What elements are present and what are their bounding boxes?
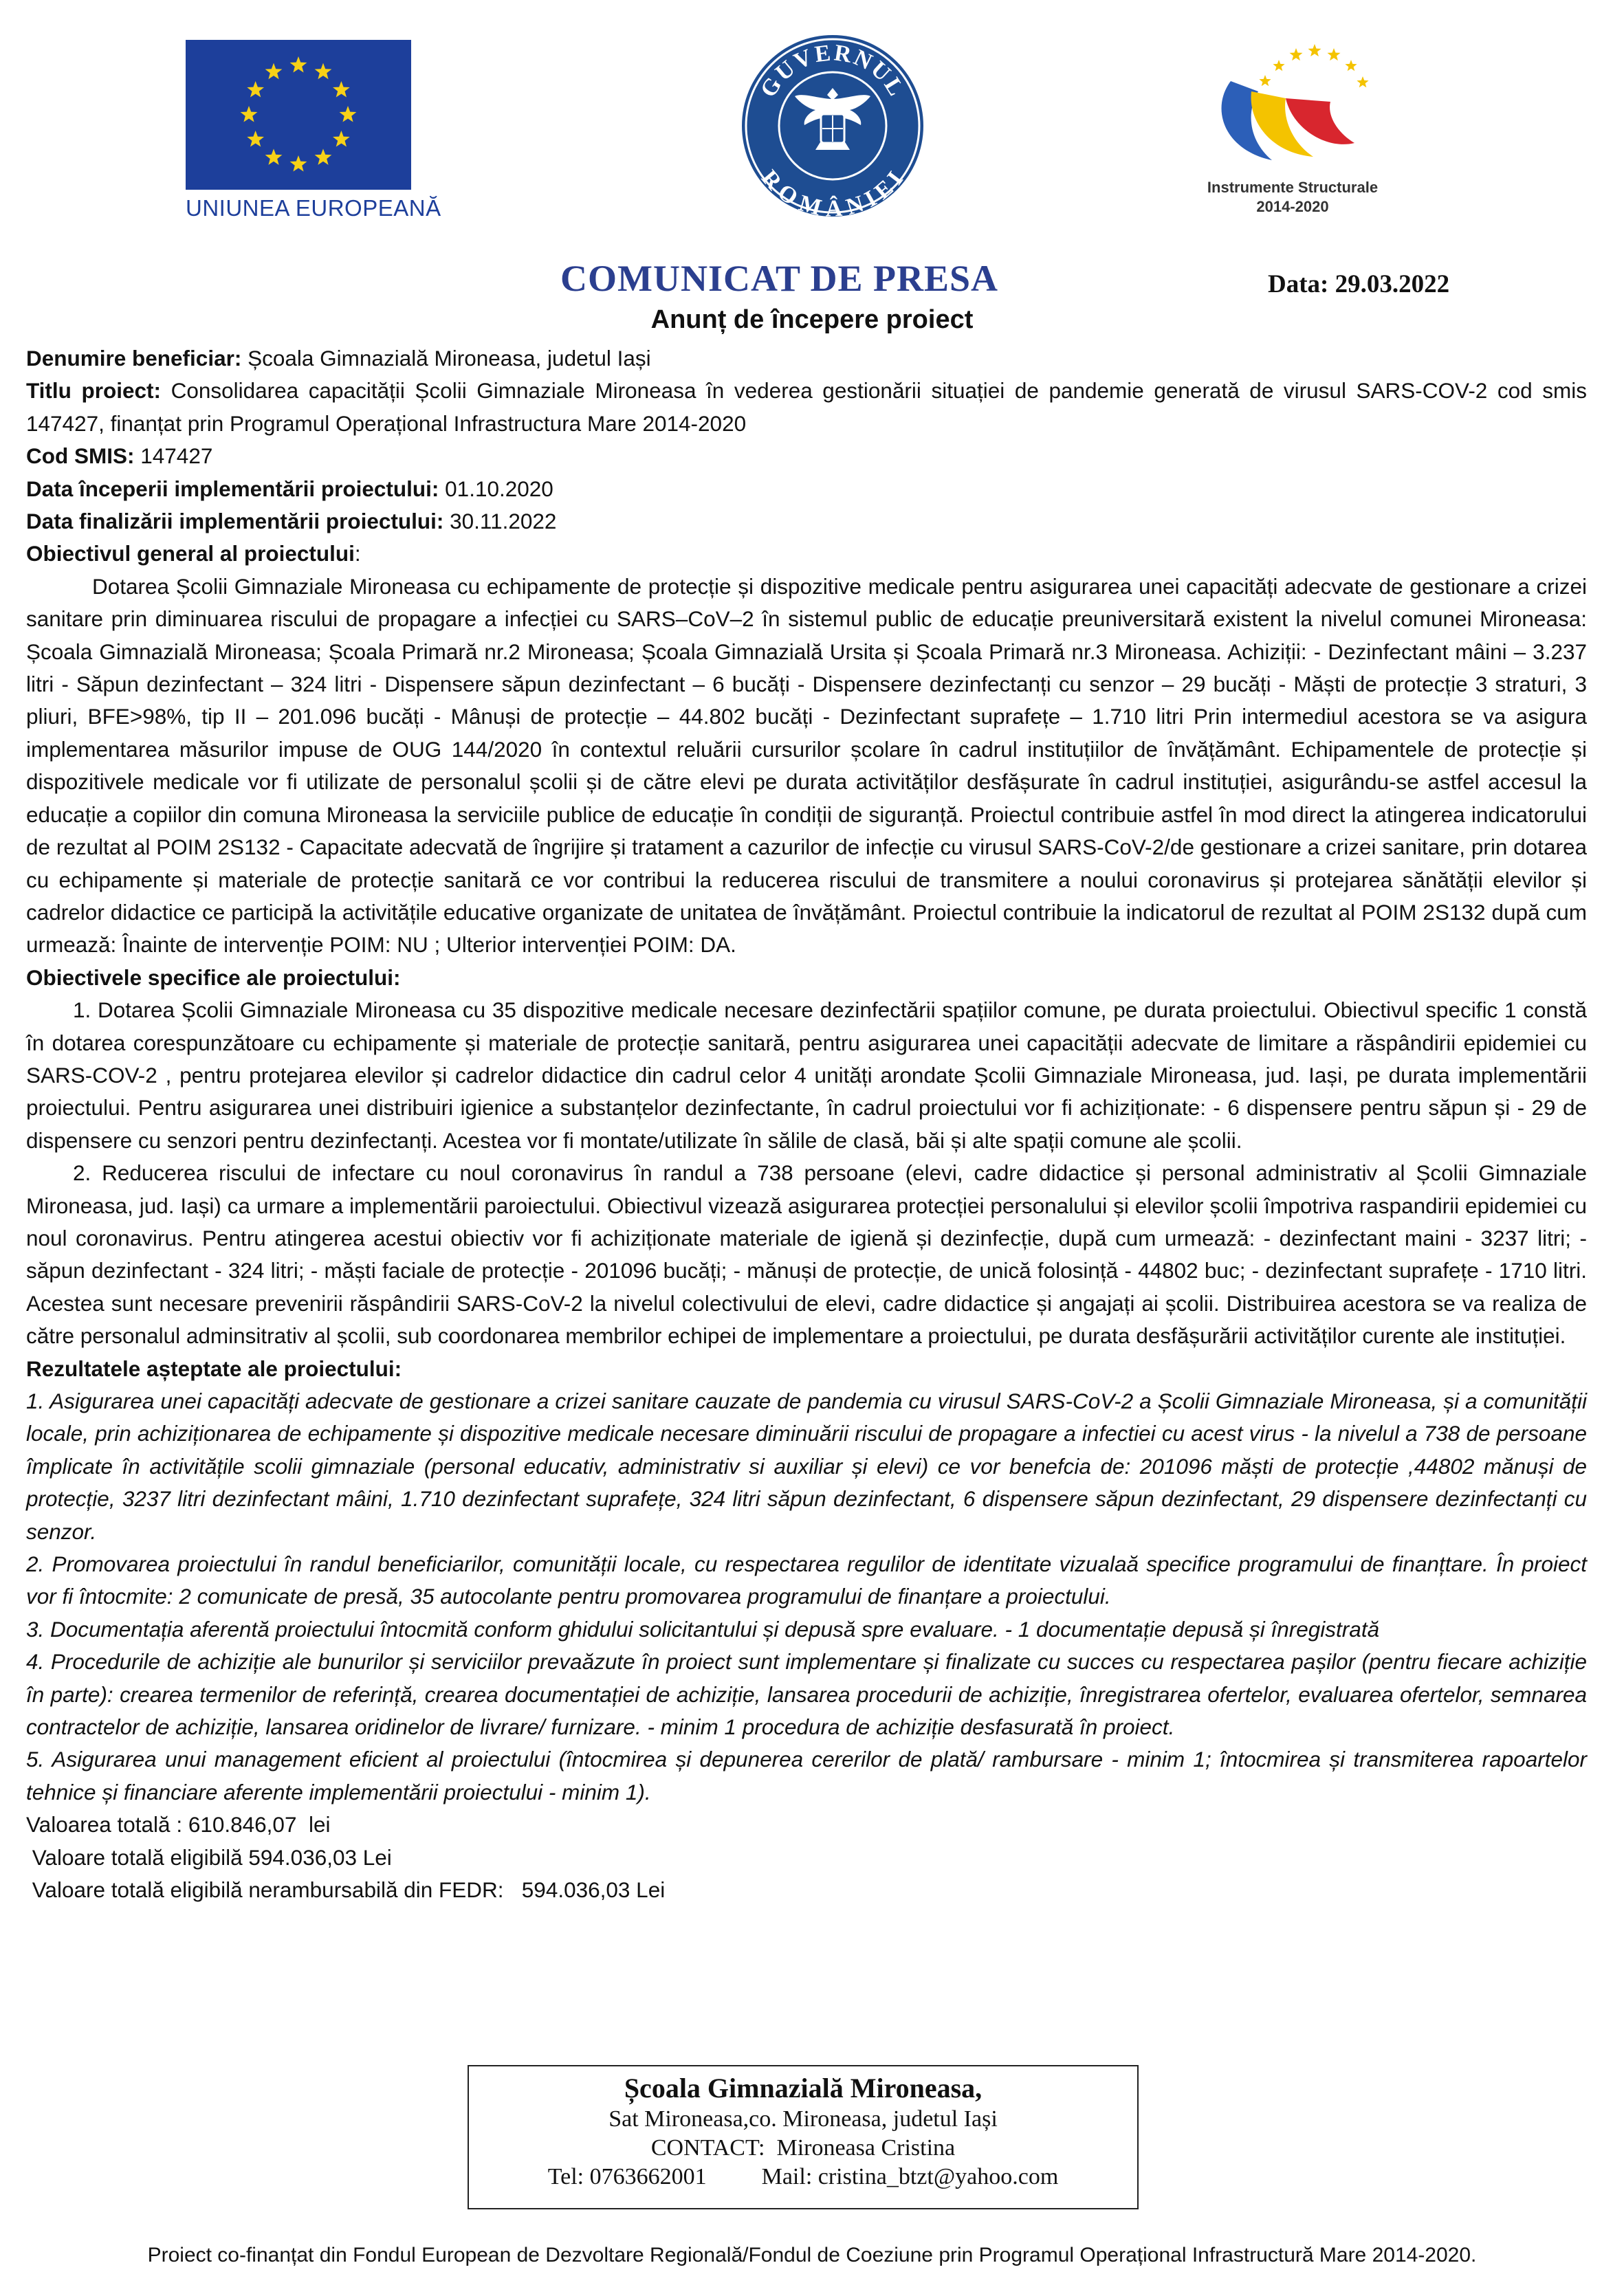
press-release-body [26,342,1587,1907]
is-star-icon [1345,60,1357,71]
eu-star-icon [333,131,350,147]
structural-instruments-years: 2014-2020 [1256,198,1329,215]
eu-caption: UNIUNEA EUROPEANĂ [186,195,441,221]
start-date-label: Data începerii implementării proiectului: [26,476,439,501]
start-date-value: 01.10.2020 [439,476,553,501]
structural-instruments-caption: Instrumente Structurale [1207,179,1379,196]
eu-star-icon [315,148,332,165]
eu-star-icon [265,63,283,80]
expected-result-item: 1. Asigurarea unei capacități adecvate de gestionare a crizei sanitare cauzate de pandemia cu virusul SARS-CoV-2 a Școlii Gimnaziale Mironeasa, și a comunității locale, prin achiziționarea de echipamente și dispozitive medicale necesare diminuării riscului de propagare a infectiei cu acest virus - la nivelul a 738 de persoane împlicate în activitățile scolii gimnaziale (personal educativ, administrativ si auxiliar și elevi) ce vor benefcia de: 201096 măști de protecție ,44802 mănuși de protecție, 3237 litri dezinfectant mâini, 1.710 dezinfectant suprafețe, 324 litri săpun dezinfectant, 6 dispensere săpun dezinfectant, 29 dispensere dezinfectanți cu senzor. [26,1389,1587,1544]
expected-result-item: 3. Documentația aferentă proiectului întocmită conform ghidului solicitantului și depusă spre evaluare. - 1 documentație depusă și înregistrată [26,1616,1380,1642]
eligible-value: Valoare totală eligibilă 594.036,03 Lei [26,1844,392,1870]
end-date-label: Data finalizării implementării proiectului: [26,509,444,534]
project-title-label: Titlu proiect: [26,378,161,404]
smis-code-field [26,440,1587,472]
end-date-value: 30.11.2022 [443,509,557,534]
smis-code-label: Cod SMIS: [26,443,135,469]
smis-code-value: 147427 [134,443,213,469]
press-release-title: COMUNICAT DE PRESA [560,258,999,299]
contact-phone: Tel: 0763662001 [547,2164,707,2189]
general-objective-heading: Obiectivul general al proiectului: [26,541,361,566]
structural-instruments-logo [1183,33,1403,220]
eu-star-icon [241,106,258,122]
contact-box [468,2065,1139,2209]
start-date-field [26,473,1587,505]
expected-result-item: 4. Procedurile de achiziție ale bunurilor și serviciilor prevaăzute în proiect sunt implementare și finalizate cu succes cu respectarea pașilor (pentru fiecare achiziție în parte): crearea termenilor de referință, crearea documentației de achiziție, lansarea procedurii de achiziție, înregistrarea ofertelor, evaluarea ofertelor, semnarea contractelor de achiziție, lansarea oridinelor de livrare/ furnizare. - minim 1 procedura de achiziție desfasurată în proiect. [26,1649,1587,1740]
beneficiary-field [26,342,1587,375]
project-title-value: Consolidarea capacității Școlii Gimnaziale Mironeasa în vederea gestionării situației de pandemie generată de virusul SARS-COV-2 cod smis 147427, finanțat prin Programul Operațional Infrastructura Mare 2014-2020 [26,378,1587,436]
is-star-icon [1357,76,1368,87]
contact-tel-mail-row [469,2163,1137,2192]
press-release-date: Data: 29.03.2022 [1268,270,1450,298]
beneficiary-label: Denumire beneficiar: [26,346,242,371]
end-date-field [26,505,1587,538]
contact-email: Mail: cristina_btzt@yahoo.com [761,2164,1059,2189]
eu-star-icon [290,155,307,172]
contact-address: Sat Mironeasa,co. Mironeasa, judetul Iași [608,2106,998,2132]
eu-star-icon [333,81,350,98]
project-title-field [26,375,1587,440]
eu-star-icon [247,131,264,147]
expected-results-heading: Rezultatele așteptate ale proiectului: [26,1356,402,1381]
total-value: Valoarea totală : 610.846,07 lei [26,1812,331,1837]
romanian-government-seal [740,33,925,219]
is-star-icon [1259,75,1271,86]
eu-star-icon [247,81,264,98]
eu-star-icon [315,63,332,80]
eu-flag-icon [186,40,411,190]
contact-person: CONTACT: Mironeasa Cristina [650,2135,956,2161]
is-star-icon [1273,60,1284,71]
specific-objective-item: 1. Dotarea Școlii Gimnaziale Mironeasa cu 35 dispozitive medicale necesare dezinfectării spațiilor comune, pe durata proiectului. Obiectivul specific 1 constă în dotarea corespunzătoare cu echipamente și materiale de protecție sanitară, pentru asigurarea unei capacității adecvate de limitare a răspândirii epidemiei cu SARS-COV-2 , pentru protejarea elevilor și cadrelor didactice din cadrul celor 4 unități arondate Școlii Gimnaziale Mironeasa, jud. Iași, pe durata implementării proiectului. Pentru asigurarea unei distribuiri igienice a substanțelor dezinfectante, în cadrul proiectului vor fi achiziționate: - 6 dispensere pentru săpun și - 29 de dispensere cu senzori pentru dezinfectanți. Acestea vor fi montate/utilizate în sălile de clasă, băi și alte spații comune ale școlii. [26,997,1587,1153]
specific-objectives-heading: Obiectivele specifice ale proiectului: [26,964,401,990]
beneficiary-value: Școala Gimnazială Mironeasa, judetul Iași [241,346,651,371]
gov-seal-bottom-text: ROMÂNIEI [756,165,910,219]
contact-school-name: Școala Gimnazială Mironeasa, [624,2073,983,2104]
general-objective-text: Dotarea Școlii Gimnaziale Mironeasa cu echipamente de protecție și dispozitive medicale pentru asigurarea unei capacități adecvate de gestionare a crizei sanitare prin diminuarea riscului de propagare a infecției cu SARS–CoV–2 în sistemul public de educație preuniversitară existent la nivelul comunei Mironeasa: Școala Gimnazială Mironeasa; Școala Primară nr.2 Mironeasa; Școala Gimnazială Ursita și Școala Primară nr.3 Mironeasa. Achiziții: - Dezinfectant mâini – 3.237 litri - Săpun dezinfectant – 324 litri - Dispensere săpun dezinfectant – 6 bucăți - Dispensere dezinfectanți cu senzor – 29 bucăți - Măști de protecție 3 straturi, 3 pliuri, BFE>98%, tip II – 201.096 bucăți - Mânuși de protecție – 44.802 bucăți - Dezinfectant suprafețe – 1.710 litri Prin intermediul acestora se va asigura implementarea măsurilor impuse de OUG 144/2020 în contextul reluării cursurilor școlare în cadrul instituțiilor de învățământ. Echipamentele de protecție și dispozitivele medicale vor fi utilizate de personalul școlii și de către elevi pe durata activităților desfășurate în cadrul instituției, asigurându-se astfel accesul la educație a copiilor din comuna Mironeasa la serviciile publice de educație în condiții de siguranță. Proiectul contribuie astfel în mod direct la atingerea indicatorului de rezultat al POIM 2S132 - Capacitate adecvată de îngrijire și tratament a cazurilor de infecție cu virusul SARS-CoV-2/de gestionare a crizei sanitare, prin dotarea cu echipamente și materiale de protecție sanitară ce vor contribui la reducerea riscului de transmitere a noului coronavirus și protejarea sănătății elevilor și cadrelor didactice ce participă la activitățile educative organizate de unitatea de învățământ. Proiectul contribuie la indicatorul de rezultat al POIM 2S132 după cum urmează: Înainte de intervenție POIM: NU ; Ulterior intervenției POIM: DA. [26,573,1587,958]
gov-seal-top-text: GUVERNUL [755,40,910,102]
eu-star-icon [340,106,357,122]
specific-objective-item: 2. Reducerea riscului de infectare cu noul coronavirus în randul a 738 persoane (elevi, cadre didactice și personal administrativ al Școlii Gimnaziale Mironeasa, jud. Iași) ca urmare a implementării paroiectului. Obiectivul vizează asigurarea protecției personalului și elevilor școlii împotriva raspandirii epidemiei cu noul coronavirus. Pentru atingerea acestui obiectiv vor fi achiziționate materiale de igienă și dezinfecție, după cum urmează: - dezinfectant maini - 3237 litri; - săpun dezinfectant - 324 litri; - măști faciale de protecție - 201096 bucăți; - mănuși de protecție, de unică folosință - 44802 buc; - dezinfectant suprafețe - 1710 litri. Acestea sunt necesare prevenirii răspândirii SARS-CoV-2 la nivelul colectivului de elevi, cadre didactice și angajați ai școlii. Distribuirea acestora se va realiza de către personalul adminsitrativ al școlii, sub coordonarea membrilor echipei de implementare a proiectului, pe durata desfășurării activităților curente ale instituției. [26,1160,1587,1349]
eu-star-icon [265,148,283,165]
press-release-subtitle: Anunț de începere proiect [650,305,974,334]
expected-result-item: 2. Promovarea proiectului în randul beneficiarilor, comunității locale, cu respectarea regulilor de identitate vizualaă specifice programului de finanțtare. În proiect vor fi întocmite: 2 comunicate de presă, 35 autocolante pentru promovarea programului de finanțare a proiectului. [26,1552,1587,1609]
non-reimbursable-value: Valoare totală eligibilă nerambursabilă din FEDR: 594.036,03 Lei [26,1877,666,1903]
footer-cofinancing-note: Proiect co-finanțat din Fondul European de Dezvoltare Regională/Fondul de Coeziune prin Programul Operațional Infrastructură Mare 2014-2020. [147,2244,1477,2266]
is-star-icon [1308,44,1321,56]
is-star-icon [1328,48,1341,60]
eu-logo [186,40,441,225]
is-star-icon [1290,48,1303,60]
eu-star-icon [290,56,307,73]
expected-result-item: 5. Asigurarea unui management eficient al proiectului (întocmirea și depunerea cererilor de plată/ rambursare - minim 1; întocmirea și transmiterea rapoartelor tehnice și financiare aferente implementării proiectului - minim 1). [26,1747,1587,1804]
structural-instruments-icon [1183,33,1403,177]
